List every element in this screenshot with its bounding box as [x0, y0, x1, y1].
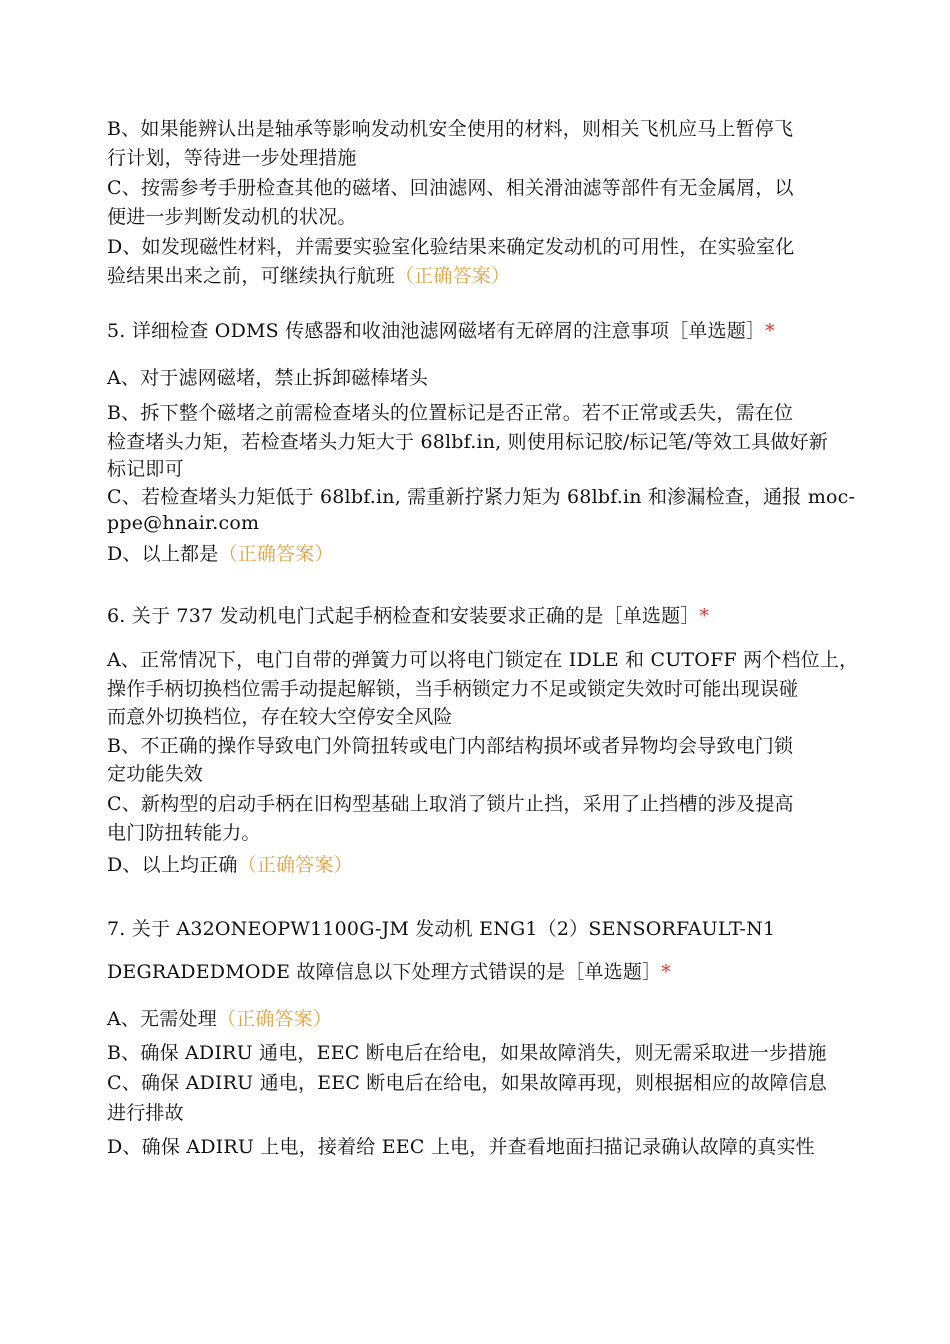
option-text: A、无需处理（正确答案）	[107, 1008, 333, 1030]
option-text: C、确保 ADIRU 通电，EEC 断电后在给电，如果故障再现，则根据相应的故障信息	[107, 1072, 828, 1094]
option-text: B、不正确的操作导致电门外筒扭转或电门内部结构损坏或者异物均会导致电门锁	[107, 735, 794, 757]
option-text: B、拆下整个磁堵之前需检查堵头的位置标记是否正常。若不正常或丢失，需在位	[107, 402, 794, 424]
option-text: A、对于滤网磁堵，禁止拆卸磁棒堵头	[107, 367, 429, 389]
option-text: 而意外切换档位，存在较大空停安全风险	[107, 706, 453, 728]
option-text: D、如发现磁性材料，并需要实验室化验结果来确定发动机的可用性，在实验室化	[107, 236, 795, 258]
option-text: A、正常情况下，电门自带的弹簧力可以将电门锁定在 IDLE 和 CUTOFF 两个档位上，	[107, 649, 859, 671]
correct-answer-label: （正确答案）	[216, 1008, 333, 1030]
option-text: D、以上均正确（正确答案）	[107, 854, 353, 876]
option-text: C、按需参考手册检查其他的磁堵、回油滤网、相关滑油滤等部件有无金属屑，以	[107, 177, 794, 199]
option-text: D、以上都是（正确答案）	[107, 543, 334, 565]
correct-answer-label: （正确答案）	[237, 854, 353, 876]
question-title: 7. 关于 A32ONEOPW1100G-JM 发动机 ENG1（2）SENSORFAULT-N1	[107, 918, 776, 940]
question-title: 6. 关于 737 发动机电门式起手柄检查和安装要求正确的是［单选题］*	[107, 605, 710, 627]
option-text: 验结果出来之前，可继续执行航班（正确答案）	[107, 265, 511, 287]
option-text: D、确保 ADIRU 上电，接着给 EEC 上电，并查看地面扫描记录确认故障的真实性	[107, 1136, 815, 1158]
option-text: 电门防扭转能力。	[107, 822, 261, 844]
option-text: ppe@hnair.com	[107, 512, 260, 534]
required-mark: *	[699, 605, 710, 627]
option-text: C、新构型的启动手柄在旧构型基础上取消了锁片止挡，采用了止挡槽的涉及提高	[107, 793, 794, 815]
question-title: DEGRADEDMODE 故障信息以下处理方式错误的是［单选题］*	[107, 961, 671, 983]
option-text: B、如果能辨认出是轴承等影响发动机安全使用的材料，则相关飞机应马上暂停飞	[107, 118, 794, 140]
option-text: 行计划，等待进一步处理措施	[107, 147, 357, 169]
required-mark: *	[765, 320, 775, 342]
option-text: 标记即可	[107, 458, 184, 480]
option-text: B、确保 ADIRU 通电，EEC 断电后在给电，如果故障消失，则无需采取进一步措施	[107, 1042, 827, 1064]
option-text: 操作手柄切换档位需手动提起解锁，当手柄锁定力不足或锁定失效时可能出现误碰	[107, 678, 799, 700]
required-mark: *	[661, 961, 671, 983]
correct-answer-label: （正确答案）	[218, 543, 334, 565]
option-text: C、若检查堵头力矩低于 68lbf.in, 需重新拧紧力矩为 68lbf.in 和渗漏检查，通报 moc-	[107, 486, 856, 508]
question-title: 5. 详细检查 ODMS 传感器和收油池滤网磁堵有无碎屑的注意事项［单选题］*	[107, 320, 775, 342]
option-text: 定功能失效	[107, 763, 204, 785]
correct-answer-label: （正确答案）	[395, 265, 511, 287]
option-text: 进行排故	[107, 1102, 184, 1124]
option-text: 便进一步判断发动机的状况。	[107, 206, 357, 228]
option-text: 检查堵头力矩，若检查堵头力矩大于 68lbf.in, 则使用标记胶/标记笔/等效工具做好新	[107, 431, 829, 453]
